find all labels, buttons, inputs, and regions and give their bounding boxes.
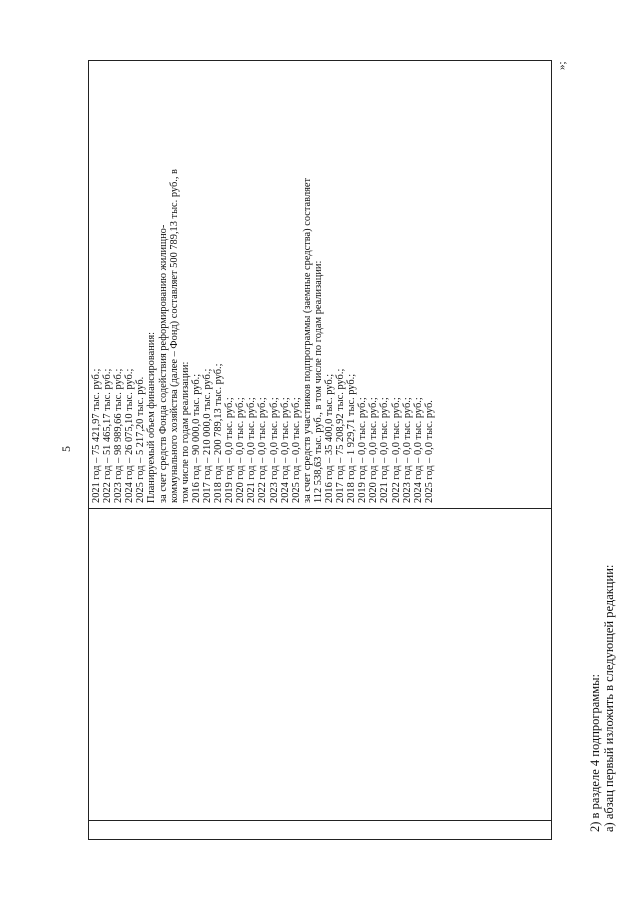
financing-table	[88, 60, 552, 840]
table-text-line: 2022 год – 0,0 тыс. руб.;	[257, 397, 269, 503]
table-text-line: 2024 год – 0,0 тыс. руб.;	[279, 397, 291, 503]
table-text-line: 2025 год – 0,0 тыс. руб.;	[290, 397, 302, 503]
table-text-line: 2021 год – 75 421,97 тыс. руб.;	[91, 368, 102, 503]
financing-table-cell	[91, 103, 435, 503]
table-text-line: 2022 год – 0,0 тыс. руб.;	[390, 397, 402, 503]
table-text-line: 2023 год – 0,0 тыс. руб.;	[268, 397, 280, 503]
table-text-line: 2023 год – 0,0 тыс. руб.;	[401, 397, 413, 503]
closing-quote-mark: »;	[556, 61, 568, 70]
table-text-line: Планируемый объем финансирования:	[146, 331, 158, 503]
page-number: 5	[59, 446, 73, 452]
table-text-line: 2022 год – 51 465,17 тыс. руб.;	[102, 368, 114, 503]
instruction-line: а) абзац первый изложить в следующей редакции:	[602, 564, 616, 832]
table-text-line: 2018 год – 1 929,71 тыс. руб.;	[346, 373, 358, 503]
table-text-line: за счет средств участников подпрограммы (заемные средства) составляет	[301, 177, 313, 503]
table-column-divider	[89, 820, 551, 821]
table-text-line: 2016 год – 35 400,0 тыс. руб.;	[323, 373, 335, 503]
rotated-page-content	[88, 61, 618, 840]
table-text-line: 2025 год – 5 217,20 тыс. руб.	[135, 376, 147, 503]
table-text-line: 2024 год – 0,0 тыс. руб.;	[412, 397, 424, 503]
table-text-line: 2023 год – 98 989,66 тыс. руб.;	[113, 368, 125, 503]
table-text-line: 2021 год – 0,0 тыс. руб.;	[379, 397, 391, 503]
table-text-line: 2024 год – 26 075,10 тыс. руб.;	[124, 368, 136, 503]
table-text-line: 2017 год – 75 208,92 тыс. руб.;	[335, 368, 347, 503]
table-text-line: 2020 год – 0,0 тыс. руб.;	[368, 397, 380, 503]
table-text-line: 2019 год – 0,0 тыс. руб.;	[357, 397, 369, 503]
table-text-line: 2018 год – 200 789,13 тыс. руб.;	[213, 363, 225, 503]
table-column-divider	[89, 508, 551, 509]
table-text-line: 2021 год – 0,0 тыс. руб.;	[246, 397, 258, 503]
table-text-line: коммунального хозяйства (далее – Фонд) составляет 500 789,13 тыс. руб., в	[168, 169, 180, 503]
table-text-line: 2016 год – 90 000,0 тыс. руб.;	[190, 373, 202, 503]
instruction-line: 2) в разделе 4 подпрограммы:	[588, 673, 602, 832]
amendment-instructions	[588, 565, 616, 832]
table-text-line: 2019 год – 0,0 тыс. руб.;	[224, 397, 236, 503]
table-text-line: за счет средств Фонда содействия реформированию жилищно-	[157, 224, 169, 503]
table-text-line: 112 538,63 тыс. руб., в том числе по годам реализации:	[312, 260, 324, 503]
table-text-line: том числе по годам реализации:	[179, 361, 191, 503]
table-text-line: 2025 год – 0,0 тыс. руб.	[423, 400, 435, 503]
table-text-line: 2020 год – 0,0 тыс. руб.;	[235, 397, 247, 503]
table-text-line: 2017 год – 210 000,0 тыс. руб.;	[201, 368, 213, 503]
